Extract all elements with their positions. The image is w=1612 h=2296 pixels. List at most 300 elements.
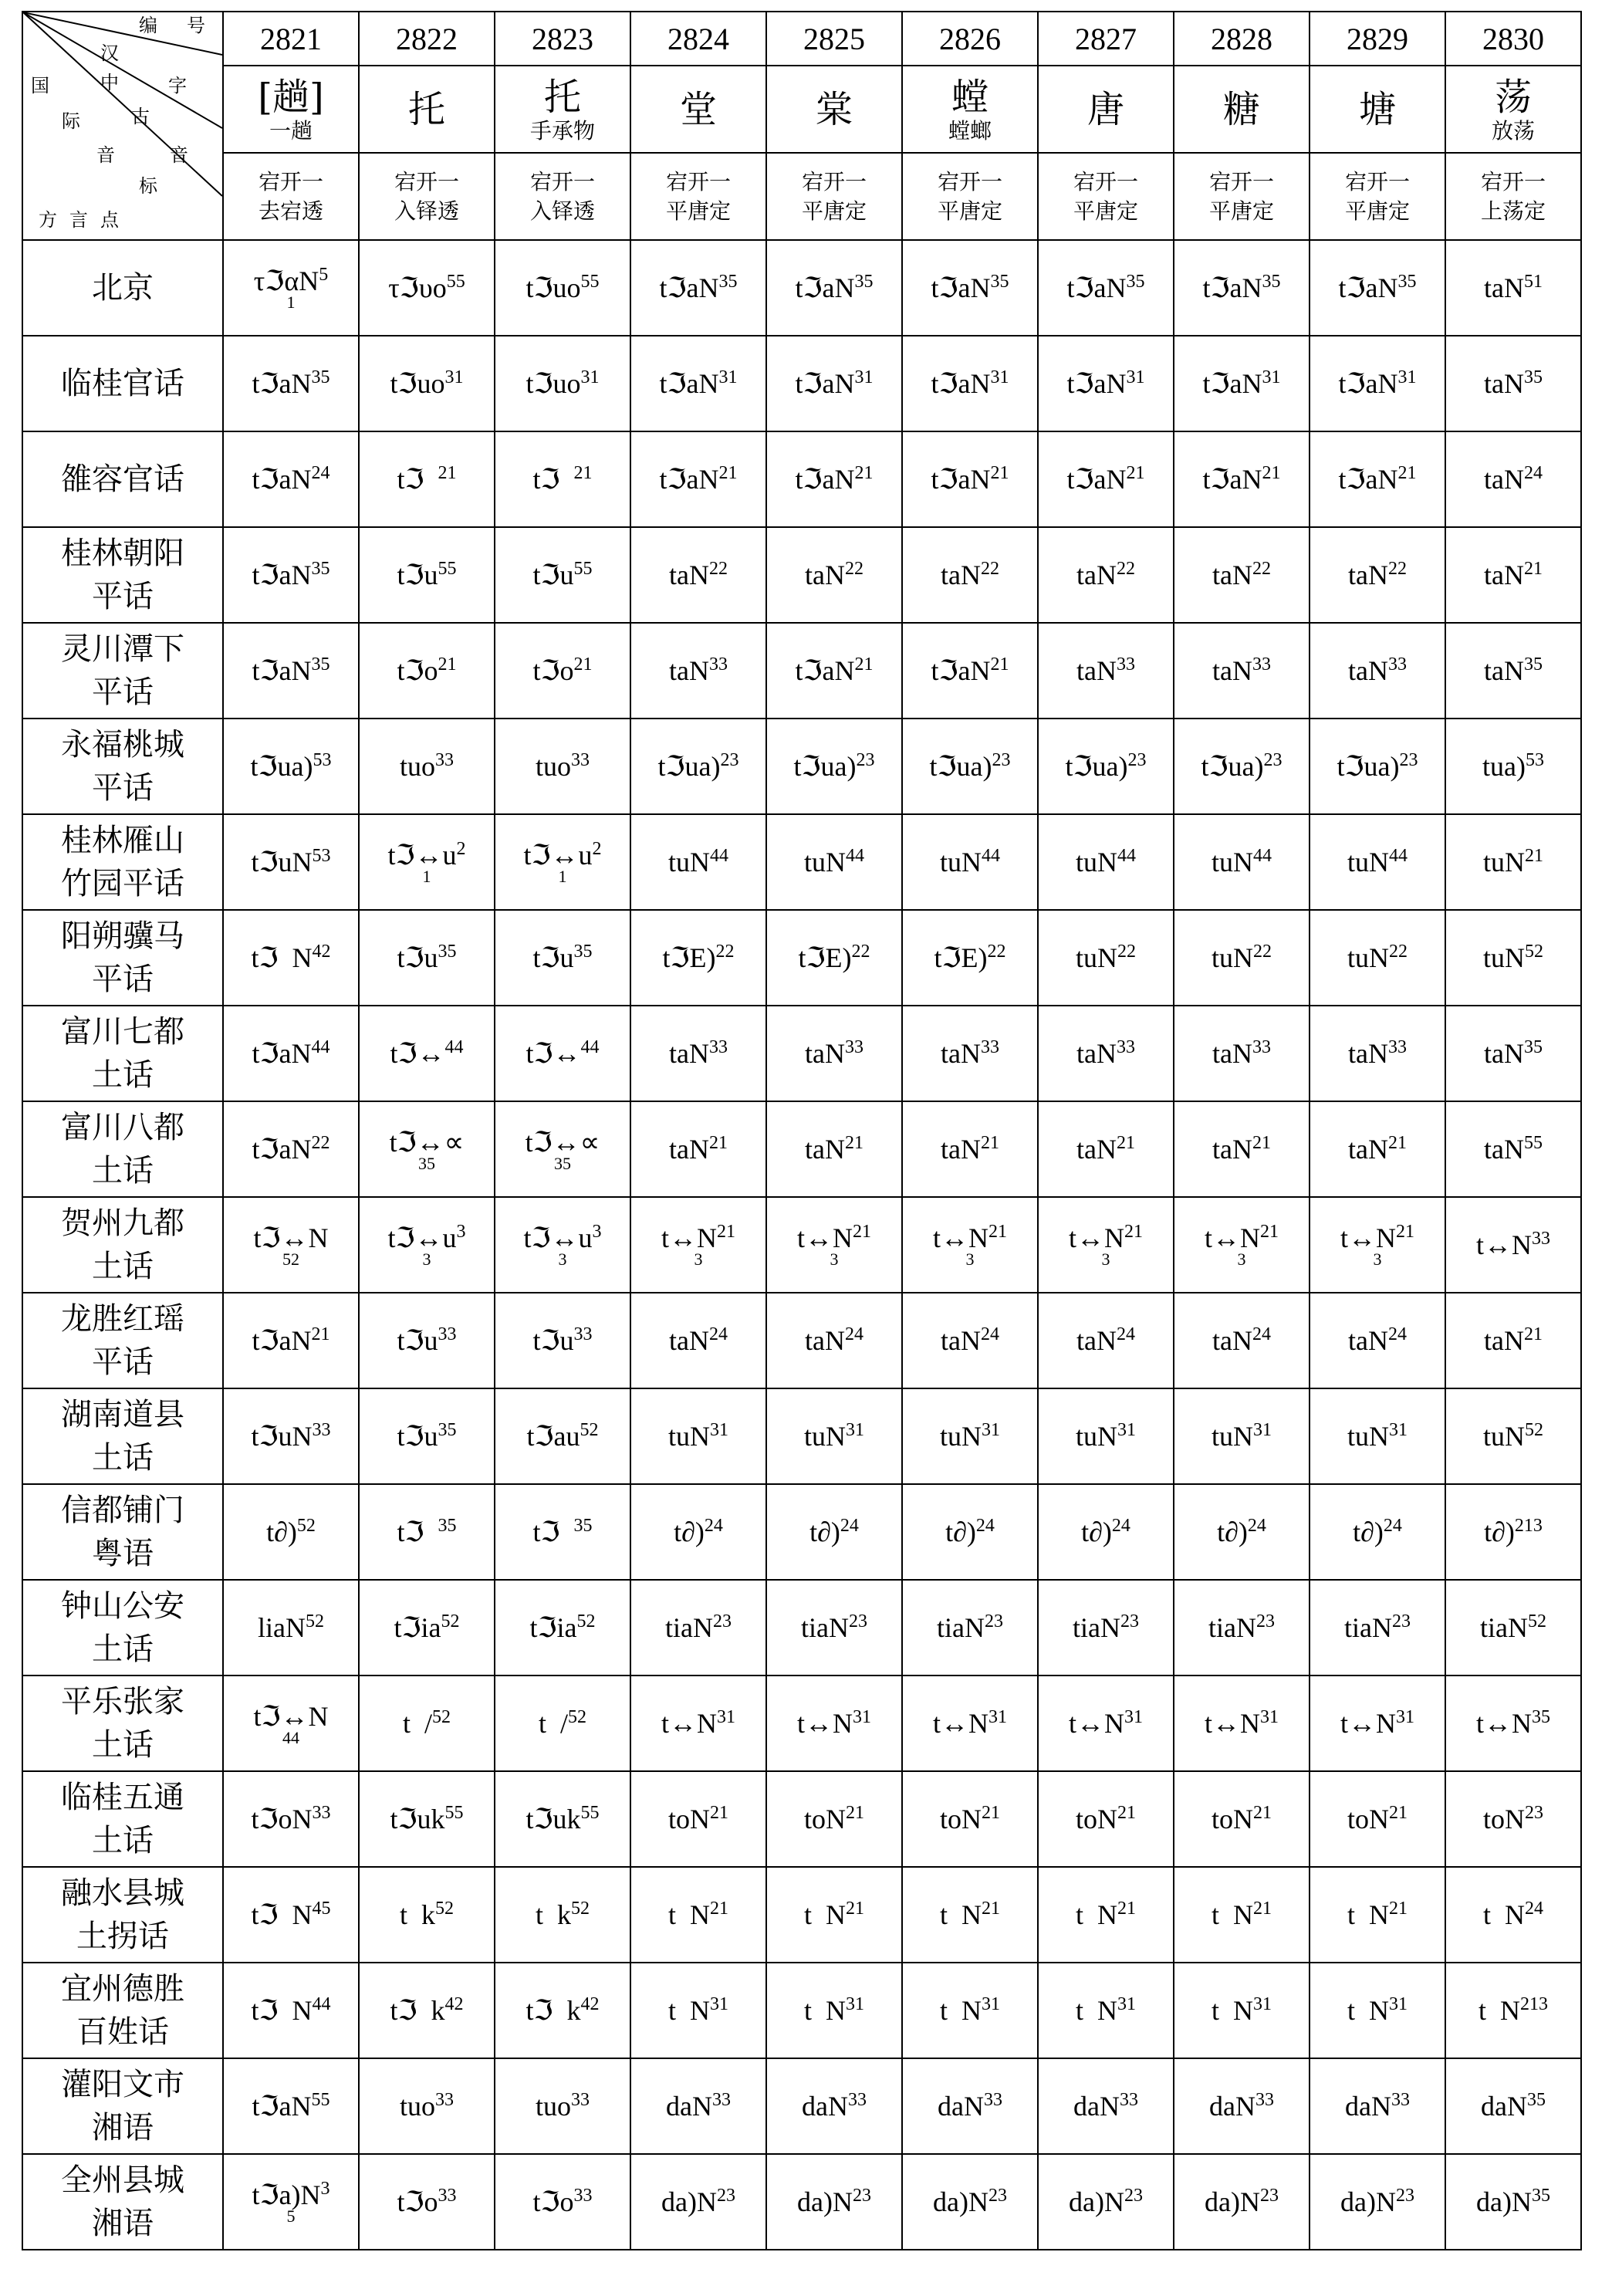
column-she-deng: 宕开一 bbox=[1208, 168, 1274, 194]
column-she-deng: 宕开一 bbox=[937, 168, 1002, 194]
column-she-deng: 宕开一 bbox=[801, 168, 867, 194]
pronunciation-base: tℑaN bbox=[1202, 368, 1262, 399]
tone-superscript: 213 bbox=[1520, 1994, 1548, 2014]
pronunciation-base: tℑa)N bbox=[252, 2179, 321, 2210]
tone-superscript: 21 bbox=[990, 463, 1009, 483]
pronunciation bbox=[1212, 1421, 1272, 1452]
pronunciation-cell bbox=[495, 240, 630, 336]
pronunciation bbox=[532, 2186, 592, 2217]
dialect-place-cell bbox=[22, 1388, 223, 1484]
tone-superscript: 22 bbox=[1253, 942, 1272, 962]
tone-superscript: 52 bbox=[296, 1516, 316, 1536]
pronunciation bbox=[1484, 464, 1543, 495]
pronunciation-cell bbox=[766, 1484, 902, 1580]
pronunciation-cell bbox=[359, 623, 495, 719]
pronunciation-cell bbox=[902, 719, 1038, 814]
pronunciation-base: tℑ N bbox=[251, 1899, 313, 1930]
tone-superscript: 24 bbox=[1525, 1899, 1543, 1919]
pronunciation-cell bbox=[1038, 1963, 1174, 2058]
pronunciation-base: da)N bbox=[1205, 2186, 1260, 2217]
dialect-row bbox=[22, 719, 1581, 814]
dialect-place-name: 土话 bbox=[92, 1632, 154, 1667]
pronunciation-base: tℑaN bbox=[659, 272, 719, 303]
tone-superscript: 33 bbox=[980, 1037, 999, 1057]
pronunciation-cell bbox=[766, 1101, 902, 1197]
pronunciation-cell bbox=[359, 2058, 495, 2154]
tone-subscript: 3 bbox=[422, 1249, 431, 1269]
pronunciation bbox=[657, 751, 738, 782]
tone-superscript: 21 bbox=[1523, 1324, 1543, 1344]
tone-superscript: 35 bbox=[573, 1516, 593, 1536]
dialect-place-cell bbox=[22, 1006, 223, 1101]
pronunciation-cell bbox=[1445, 431, 1581, 527]
pronunciation-cell bbox=[1038, 1580, 1174, 1676]
pronunciation-base: taN bbox=[1212, 655, 1252, 686]
pronunciation-base: tℑua) bbox=[793, 751, 857, 782]
pronunciation bbox=[1348, 1038, 1407, 1069]
pronunciation-cell bbox=[1174, 2154, 1310, 2250]
pronunciation-base: t↔N bbox=[797, 1222, 853, 1253]
column-number-2829 bbox=[1310, 12, 1445, 66]
pronunciation-cell bbox=[1174, 1963, 1310, 2058]
pronunciation-base: da)N bbox=[1476, 2186, 1532, 2217]
column-tone-rhyme-initial: 入铎透 bbox=[394, 198, 459, 224]
pronunciation-cell bbox=[223, 336, 359, 431]
pronunciation-base: daN bbox=[1481, 2091, 1527, 2122]
pronunciation-cell bbox=[766, 1293, 902, 1388]
pronunciation bbox=[1347, 847, 1408, 877]
pronunciation-base: tℑaN bbox=[252, 1134, 312, 1165]
pronunciation-cell bbox=[1174, 623, 1310, 719]
column-character: 荡 bbox=[1494, 75, 1532, 119]
pronunciation bbox=[1338, 368, 1416, 399]
pronunciation-base: taN bbox=[941, 1038, 981, 1069]
pronunciation-cell bbox=[359, 240, 495, 336]
tone-superscript: 24 bbox=[840, 1516, 859, 1536]
pronunciation-cell bbox=[359, 1867, 495, 1963]
pronunciation bbox=[1484, 368, 1543, 399]
tone-superscript: 35 bbox=[438, 942, 457, 962]
pronunciation bbox=[1484, 1134, 1543, 1165]
tone-superscript: 31 bbox=[1260, 1707, 1279, 1727]
pronunciation-base: taN bbox=[1484, 1038, 1524, 1069]
pronunciation-base: tℑu bbox=[532, 1325, 574, 1356]
dialect-place-name: 平话 bbox=[92, 579, 154, 614]
pronunciation-base: t N bbox=[1076, 1899, 1117, 1930]
pronunciation-cell bbox=[1445, 623, 1581, 719]
pronunciation-cell bbox=[495, 1676, 630, 1771]
pronunciation-base: tℑua) bbox=[657, 751, 721, 782]
pronunciation-cell bbox=[1310, 1006, 1445, 1101]
pronunciation-base: t∂) bbox=[1217, 1517, 1248, 1547]
pronunciation bbox=[252, 560, 329, 590]
pronunciation-base: tℑuo bbox=[526, 272, 581, 303]
pronunciation bbox=[397, 1325, 456, 1356]
column-number-2824 bbox=[630, 12, 766, 66]
tone-superscript: 23 bbox=[712, 1611, 732, 1632]
column-tone-rhyme-initial: 平唐定 bbox=[665, 198, 731, 224]
column-number-text: 2826 bbox=[939, 21, 1001, 56]
tone-superscript: 21 bbox=[1389, 1899, 1408, 1919]
pronunciation bbox=[661, 2186, 735, 2217]
pronunciation bbox=[804, 1421, 864, 1452]
pronunciation-cell bbox=[766, 1771, 902, 1867]
pronunciation-cell bbox=[495, 814, 630, 910]
pronunciation-base: tℑua) bbox=[1065, 751, 1128, 782]
pronunciation-cell bbox=[630, 1293, 766, 1388]
pronunciation-cell bbox=[223, 431, 359, 527]
tone-superscript: 21 bbox=[846, 1899, 864, 1919]
pronunciation-cell bbox=[495, 1293, 630, 1388]
tone-superscript: 33 bbox=[983, 2090, 1002, 2110]
tone-superscript: 23 bbox=[1124, 2186, 1143, 2206]
pronunciation bbox=[1484, 1517, 1543, 1547]
tone-superscript: 24 bbox=[311, 463, 330, 483]
tone-superscript: 52 bbox=[568, 1707, 586, 1727]
dialect-place-name: 平乐张家 bbox=[61, 1684, 184, 1719]
pronunciation bbox=[252, 1325, 329, 1356]
pronunciation-cell bbox=[1310, 910, 1445, 1006]
pronunciation-cell bbox=[495, 527, 630, 623]
pronunciation bbox=[941, 560, 999, 590]
pronunciation-cell bbox=[1310, 1963, 1445, 2058]
pronunciation-base: tℑo bbox=[397, 2186, 438, 2217]
pronunciation-base: taN bbox=[1076, 1038, 1117, 1069]
dialect-place-cell bbox=[22, 910, 223, 1006]
dialect-place-cell bbox=[22, 2154, 223, 2250]
pronunciation bbox=[1205, 2186, 1279, 2217]
pronunciation-base: τℑαN bbox=[253, 265, 319, 296]
pronunciation-base: tuN bbox=[1076, 1421, 1117, 1452]
pronunciation-base: taN bbox=[805, 1325, 845, 1356]
pronunciation-base: tua) bbox=[1482, 751, 1526, 782]
pronunciation-base: tℑaN bbox=[1066, 368, 1127, 399]
tone-superscript: 22 bbox=[1116, 559, 1135, 579]
pronunciation-cell bbox=[1038, 623, 1174, 719]
pronunciation-cell bbox=[630, 2154, 766, 2250]
pronunciation-cell bbox=[1445, 1676, 1581, 1771]
tone-superscript: 33 bbox=[1255, 2090, 1274, 2110]
pronunciation-cell bbox=[495, 1101, 630, 1197]
pronunciation bbox=[940, 1899, 1000, 1930]
tone-superscript: 2 bbox=[456, 839, 466, 859]
tone-superscript: 21 bbox=[710, 1803, 728, 1823]
tone-superscript: 33 bbox=[435, 750, 454, 770]
pronunciation bbox=[397, 560, 456, 590]
pronunciation-base: taN bbox=[1348, 1325, 1388, 1356]
pronunciation-cell bbox=[1310, 1580, 1445, 1676]
pronunciation-cell bbox=[902, 1867, 1038, 1963]
pronunciation-cell bbox=[1038, 2058, 1174, 2154]
pronunciation-cell bbox=[1038, 2154, 1174, 2250]
pronunciation-base: daN bbox=[1209, 2091, 1255, 2122]
pronunciation-base: tℑaN bbox=[252, 560, 312, 590]
tone-superscript: 23 bbox=[848, 1611, 867, 1632]
tone-superscript: 21 bbox=[717, 1222, 735, 1242]
pronunciation-base: t N bbox=[1347, 1995, 1389, 2026]
pronunciation bbox=[1338, 464, 1416, 495]
tone-superscript: 35 bbox=[438, 1516, 457, 1536]
tone-superscript: 31 bbox=[444, 367, 464, 387]
tone-superscript: 24 bbox=[1247, 1516, 1266, 1536]
tone-superscript: 21 bbox=[982, 1899, 1000, 1919]
pronunciation-base: taN bbox=[669, 655, 709, 686]
pronunciation bbox=[1212, 1804, 1272, 1834]
pronunciation-base: toN bbox=[804, 1804, 846, 1834]
dialect-place-cell bbox=[22, 1580, 223, 1676]
column-middle-chinese-2825 bbox=[766, 153, 902, 240]
pronunciation-cell bbox=[766, 1580, 902, 1676]
column-number-2821 bbox=[223, 12, 359, 66]
tone-superscript: 23 bbox=[992, 750, 1011, 770]
pronunciation-cell bbox=[223, 1006, 359, 1101]
pronunciation-cell bbox=[359, 2154, 495, 2250]
tone-superscript: 35 bbox=[1531, 2186, 1550, 2206]
pronunciation-base: tℑ↔u bbox=[523, 840, 593, 871]
tone-superscript: 35 bbox=[854, 272, 874, 292]
pronunciation-cell bbox=[1174, 431, 1310, 527]
tone-superscript: 23 bbox=[988, 2186, 1007, 2206]
pronunciation bbox=[1212, 847, 1272, 877]
pronunciation-cell bbox=[1038, 1676, 1174, 1771]
dialect-place-name: 土话 bbox=[92, 1727, 154, 1763]
pronunciation bbox=[360, 1222, 494, 1268]
pronunciation-base: t↔N bbox=[1205, 1708, 1260, 1739]
pronunciation-cell bbox=[1310, 2154, 1445, 2250]
pronunciation-cell bbox=[359, 1197, 495, 1293]
tone-superscript: 35 bbox=[1397, 272, 1417, 292]
pronunciation bbox=[1348, 560, 1407, 590]
dialect-row bbox=[22, 527, 1581, 623]
pronunciation-base: taN bbox=[1484, 560, 1524, 590]
pronunciation bbox=[539, 1708, 586, 1739]
pronunciation-cell bbox=[1174, 719, 1310, 814]
pronunciation bbox=[941, 1038, 999, 1069]
pronunciation bbox=[1481, 2091, 1546, 2122]
tone-superscript: 35 bbox=[1523, 367, 1543, 387]
pronunciation-cell bbox=[1038, 1293, 1174, 1388]
pronunciation-cell bbox=[495, 2154, 630, 2250]
pronunciation-base: taN bbox=[669, 560, 709, 590]
pronunciation-cell bbox=[359, 814, 495, 910]
pronunciation bbox=[1039, 1222, 1173, 1268]
column-character-2830 bbox=[1445, 66, 1581, 153]
pronunciation-base: t↔N bbox=[1069, 1708, 1124, 1739]
column-character-gloss: 手承物 bbox=[529, 117, 595, 144]
tone-superscript: 35 bbox=[1126, 272, 1145, 292]
pronunciation bbox=[1483, 1804, 1543, 1834]
pronunciation bbox=[659, 368, 737, 399]
pronunciation-cell bbox=[1445, 1293, 1581, 1388]
pronunciation-cell bbox=[766, 527, 902, 623]
pronunciation bbox=[804, 1804, 864, 1834]
tone-superscript: 21 bbox=[1126, 463, 1145, 483]
pronunciation-base: t↔N bbox=[661, 1222, 717, 1253]
pronunciation-cell bbox=[1445, 1484, 1581, 1580]
dialect-place-cell bbox=[22, 1197, 223, 1293]
pronunciation bbox=[931, 272, 1009, 303]
column-she-deng: 宕开一 bbox=[394, 168, 459, 194]
pronunciation bbox=[526, 1804, 599, 1834]
tone-superscript: 52 bbox=[435, 1899, 454, 1919]
column-number-text: 2828 bbox=[1211, 21, 1272, 56]
pronunciation bbox=[252, 655, 329, 686]
corner-label-zi: 字 bbox=[168, 75, 187, 96]
pronunciation-base: tℑaN bbox=[795, 272, 855, 303]
pronunciation-base: tuN bbox=[804, 847, 846, 877]
pronunciation-cell bbox=[766, 623, 902, 719]
pronunciation-cell bbox=[1038, 1101, 1174, 1197]
tone-superscript: 31 bbox=[1253, 1994, 1272, 2014]
pronunciation bbox=[224, 2179, 358, 2225]
pronunciation bbox=[390, 368, 463, 399]
tone-superscript: 33 bbox=[573, 2186, 593, 2206]
pronunciation-base: t∂) bbox=[945, 1517, 976, 1547]
tone-superscript: 22 bbox=[1389, 942, 1408, 962]
pronunciation-base: tiaN bbox=[1344, 1612, 1392, 1643]
column-middle-chinese-2826 bbox=[902, 153, 1038, 240]
pronunciation-base: t↔N bbox=[1476, 1708, 1532, 1739]
column-character: 堂 bbox=[679, 87, 717, 131]
pronunciation-cell bbox=[1038, 1388, 1174, 1484]
tone-superscript: 21 bbox=[1117, 1899, 1136, 1919]
tone-superscript: 55 bbox=[311, 2090, 330, 2110]
pronunciation-base: tℑo bbox=[397, 655, 438, 686]
tone-superscript: 21 bbox=[311, 1324, 330, 1344]
pronunciation-base: tℑaN bbox=[1338, 368, 1398, 399]
pronunciation bbox=[251, 847, 330, 877]
tone-superscript: 35 bbox=[1532, 1707, 1550, 1727]
pronunciation bbox=[1076, 1804, 1136, 1834]
pronunciation-base: tiaN bbox=[1208, 1612, 1256, 1643]
pronunciation-base: t↔N bbox=[933, 1708, 988, 1739]
column-she-deng: 宕开一 bbox=[1344, 168, 1410, 194]
corner-label-han: 汉 bbox=[100, 42, 119, 64]
pronunciation-base: tℑaN bbox=[931, 655, 991, 686]
pronunciation-base: tℑ k bbox=[390, 1995, 445, 2026]
pronunciation bbox=[931, 464, 1009, 495]
dialect-place-name: 灌阳文市 bbox=[61, 2067, 184, 2102]
pronunciation bbox=[1073, 1612, 1139, 1643]
pronunciation-base: taN bbox=[669, 1325, 709, 1356]
corner-header-cell bbox=[22, 12, 223, 240]
pronunciation bbox=[1212, 655, 1271, 686]
pronunciation-base: taN bbox=[1348, 560, 1388, 590]
pronunciation bbox=[536, 751, 590, 782]
tone-subscript: 1 bbox=[558, 867, 567, 886]
tone-superscript: 24 bbox=[1387, 1324, 1407, 1344]
dialect-place-name: 土拐话 bbox=[76, 1919, 169, 1954]
pronunciation-base: tℑoN bbox=[251, 1804, 313, 1834]
pronunciation-base: taN bbox=[669, 1038, 709, 1069]
tone-superscript: 52 bbox=[432, 1707, 451, 1727]
pronunciation-cell bbox=[766, 2058, 902, 2154]
pronunciation bbox=[1202, 464, 1280, 495]
tone-subscript: 5 bbox=[286, 2206, 296, 2226]
corner-diagonal-lines bbox=[23, 12, 222, 239]
pronunciation bbox=[397, 464, 456, 495]
pronunciation-base: taN bbox=[1484, 655, 1524, 686]
tone-subscript: 3 bbox=[558, 1249, 567, 1269]
pronunciation bbox=[495, 1127, 630, 1172]
pronunciation-cell bbox=[766, 814, 902, 910]
pronunciation bbox=[1212, 1325, 1271, 1356]
pronunciation bbox=[662, 942, 734, 973]
pronunciation-cell bbox=[1174, 240, 1310, 336]
tone-superscript: 33 bbox=[1387, 1037, 1407, 1057]
pronunciation-cell bbox=[630, 1963, 766, 2058]
pronunciation bbox=[802, 2091, 867, 2122]
pronunciation-cell bbox=[902, 623, 1038, 719]
pronunciation-cell bbox=[1445, 1006, 1581, 1101]
dialect-row bbox=[22, 1867, 1581, 1963]
tone-superscript: 21 bbox=[1124, 1222, 1143, 1242]
column-tone-rhyme-initial: 入铎透 bbox=[529, 198, 595, 224]
tone-superscript: 33 bbox=[312, 1420, 331, 1440]
tone-superscript: 52 bbox=[1525, 1420, 1543, 1440]
pronunciation-cell bbox=[1310, 719, 1445, 814]
tone-superscript: 35 bbox=[573, 942, 593, 962]
pronunciation-base: tℑuo bbox=[526, 368, 581, 399]
pronunciation bbox=[251, 1421, 330, 1452]
pronunciation-base: daN bbox=[802, 2091, 848, 2122]
dialect-row bbox=[22, 623, 1581, 719]
pronunciation-base: taN bbox=[669, 1134, 709, 1165]
tone-superscript: 22 bbox=[1252, 559, 1271, 579]
tone-superscript: 33 bbox=[708, 1037, 728, 1057]
tone-superscript: 31 bbox=[854, 367, 874, 387]
pronunciation-base: tuN bbox=[668, 847, 710, 877]
tone-superscript: 22 bbox=[980, 559, 999, 579]
pronunciation-cell bbox=[223, 1867, 359, 1963]
tone-subscript: 3 bbox=[1373, 1249, 1382, 1269]
pronunciation-base: tuN bbox=[1076, 847, 1117, 877]
pronunciation-base: taN bbox=[941, 1134, 981, 1165]
pronunciation-base: taN bbox=[1212, 1325, 1252, 1356]
dialect-place-name: 全州县城 bbox=[61, 2162, 184, 2198]
tone-superscript: 42 bbox=[444, 1994, 464, 2014]
corner-label-yin1: 音 bbox=[96, 144, 115, 166]
tone-superscript: 21 bbox=[573, 654, 593, 675]
tone-superscript: 21 bbox=[980, 1133, 999, 1153]
pronunciation-base: toN bbox=[668, 1804, 710, 1834]
dialect-row bbox=[22, 240, 1581, 336]
pronunciation-base: t↔N bbox=[1205, 1222, 1260, 1253]
corner-label-yan: 言 bbox=[69, 209, 88, 231]
dialect-place-cell bbox=[22, 527, 223, 623]
tone-superscript: 44 bbox=[311, 1037, 330, 1057]
pronunciation-cell bbox=[495, 1006, 630, 1101]
pronunciation bbox=[1208, 1612, 1275, 1643]
dialect-place-name: 钟山公安 bbox=[61, 1588, 184, 1624]
pronunciation-cell bbox=[1174, 1101, 1310, 1197]
pronunciation-cell bbox=[1174, 527, 1310, 623]
pronunciation-cell bbox=[359, 1580, 495, 1676]
pronunciation-cell bbox=[223, 910, 359, 1006]
pronunciation-base: tiaN bbox=[1480, 1612, 1528, 1643]
pronunciation bbox=[400, 751, 454, 782]
tone-superscript: 21 bbox=[1260, 1222, 1279, 1242]
pronunciation-base: tiaN bbox=[665, 1612, 713, 1643]
pronunciation-cell bbox=[630, 431, 766, 527]
pronunciation bbox=[1201, 751, 1282, 782]
tone-superscript: 33 bbox=[435, 2090, 454, 2110]
tone-superscript: 55 bbox=[1523, 1133, 1543, 1153]
pronunciation bbox=[940, 1421, 1000, 1452]
pronunciation bbox=[668, 1421, 728, 1452]
pronunciation-cell bbox=[359, 1101, 495, 1197]
pronunciation-cell bbox=[766, 719, 902, 814]
